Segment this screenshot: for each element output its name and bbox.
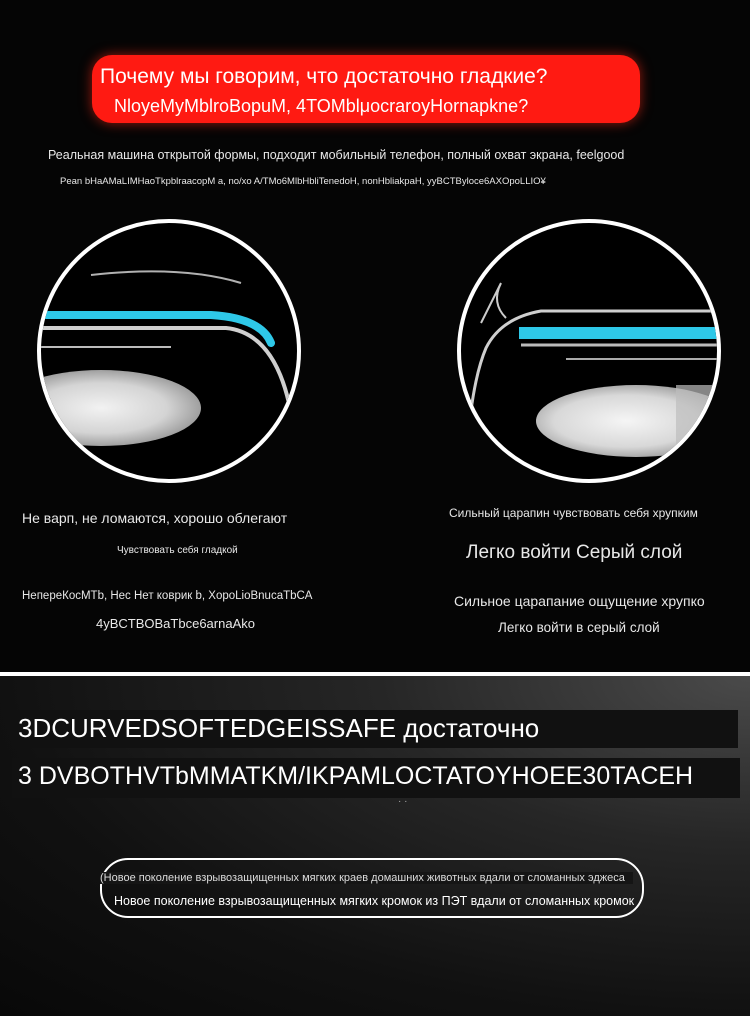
right-caption-4: Легко войти в серый слой xyxy=(498,620,660,635)
title-russian: Почему мы говорим, что достаточно гладкие? xyxy=(100,65,548,88)
subtitle-garbled: Pean bHaAMaLIMHaoTkpblraacopM a, no/xo A/TMo6MlbHbliTenedoH, nonHbliakpaH, yyBCTByloce6AXOpoLLIO¥ xyxy=(60,176,546,187)
hard-edge-illustration xyxy=(457,219,721,483)
bottom-heading-2: 3 DVBOTHVTbMMATKM/IKPAMLOCTATOYHOEE30TACEH xyxy=(18,762,694,790)
title-banner xyxy=(92,55,640,123)
pill-text-1: (Новое поколение взрывозащищенных мягких краев домашних животных вдали от сломанных эджеса xyxy=(100,872,633,884)
info-pill xyxy=(100,858,644,918)
heading-box-2 xyxy=(12,758,740,798)
stray-marks: · · xyxy=(398,796,408,807)
left-caption-2: Чувствовать себя гладкой xyxy=(117,545,238,556)
subtitle-russian: Реальная машина открытой формы, подходит мобильный телефон, полный охват экрана, feelgood xyxy=(48,148,625,162)
right-caption-1: Сильный царапин чувствовать себя хрупким xyxy=(449,506,698,520)
left-caption-3: НепереКосMTb, Нес Нет коврик b, XopoLioBnucaTbCA xyxy=(22,590,313,602)
left-caption-4: 4yBCTBOBaTbce6arnaAko xyxy=(96,616,255,631)
soft-edge-illustration xyxy=(37,219,301,483)
heading-box-1 xyxy=(12,710,738,748)
bottom-heading-1: 3DCURVEDSOFTEDGEISSAFE достаточно xyxy=(18,713,540,743)
pill-text-2: Новое поколение взрывозащищенных мягких кромок из ПЭТ вдали от сломанных кромок xyxy=(114,894,635,908)
title-garbled: NloyeMyMblroBopuM, 4TOMblμocraroyHornapkne? xyxy=(114,96,529,116)
right-caption-2: Легко войти Серый слой xyxy=(466,542,683,563)
right-caption-3: Сильное царапание ощущение хрупко xyxy=(454,593,705,609)
left-caption-1: Не варп, не ломаются, хорошо облегают xyxy=(22,510,288,526)
